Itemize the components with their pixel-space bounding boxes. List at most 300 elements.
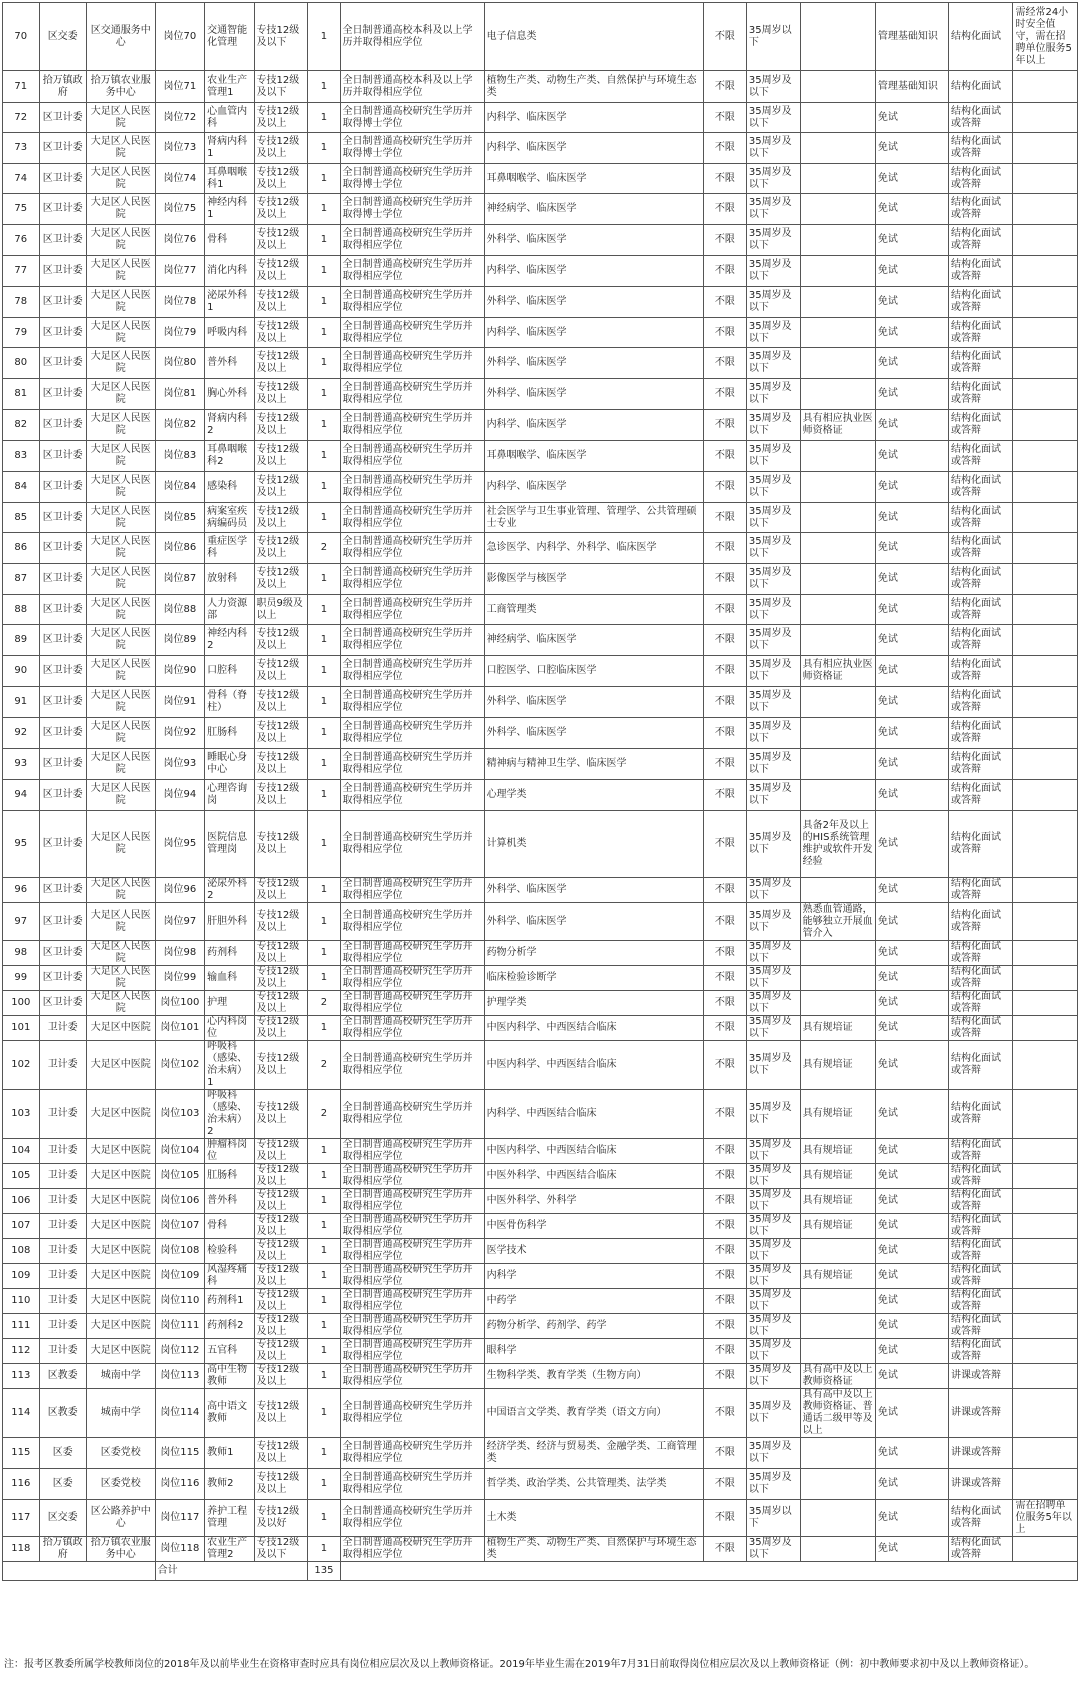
cell-written-exam: 免试 — [875, 379, 948, 410]
cell-unit: 大足区中医院 — [86, 1016, 155, 1041]
table-row — [3, 878, 1078, 903]
cell-post-name: 药剂科 — [205, 941, 254, 966]
cell-dept: 区卫计委 — [39, 503, 86, 533]
cell-remark — [1013, 656, 1078, 687]
cell-post-name: 教师1 — [205, 1438, 254, 1469]
cell-other-req — [800, 225, 875, 256]
cell-education: 全日制普通高校研究生学历并取得相应学位 — [340, 966, 484, 991]
cell-post-name: 泌尿外科1 — [205, 287, 254, 318]
cell-post-code: 岗位73 — [155, 133, 204, 164]
cell-other-req — [800, 287, 875, 318]
cell-unit: 拾万镇农业服务中心 — [86, 71, 155, 103]
table-row — [3, 318, 1078, 348]
cell-post-level: 专技12级及以上 — [254, 1090, 308, 1139]
cell-age: 35周岁及以下 — [746, 1239, 800, 1264]
cell-gender: 不限 — [703, 1438, 746, 1469]
cell-interview: 结构化面试或答辩 — [948, 441, 1013, 472]
cell-seq: 107 — [3, 1214, 40, 1239]
cell-unit: 大足区人民医院 — [86, 966, 155, 991]
cell-seq: 80 — [3, 348, 40, 379]
cell-unit: 大足区人民医院 — [86, 811, 155, 878]
total-label: 合计 — [155, 1562, 308, 1581]
cell-major: 植物生产类、动物生产类、自然保护与环境生态类 — [484, 1537, 703, 1562]
cell-interview: 结构化面试 — [948, 71, 1013, 103]
cell-dept: 区卫计委 — [39, 533, 86, 564]
cell-written-exam: 免试 — [875, 1239, 948, 1264]
cell-post-name: 胸心外科 — [205, 379, 254, 410]
cell-major: 土木类 — [484, 1500, 703, 1537]
cell-count: 1 — [308, 941, 340, 966]
cell-unit: 大足区人民医院 — [86, 133, 155, 164]
cell-seq: 109 — [3, 1264, 40, 1289]
cell-gender: 不限 — [703, 133, 746, 164]
cell-written-exam: 免试 — [875, 287, 948, 318]
cell-unit: 大足区人民医院 — [86, 472, 155, 503]
cell-post-code: 岗位92 — [155, 718, 204, 749]
cell-count: 1 — [308, 1364, 340, 1389]
table-row — [3, 1264, 1078, 1289]
cell-education: 全日制普通高校本科及以上学历并取得相应学位 — [340, 71, 484, 103]
cell-gender: 不限 — [703, 941, 746, 966]
cell-post-level: 专技12级及以上 — [254, 103, 308, 133]
cell-unit: 大足区人民医院 — [86, 441, 155, 472]
cell-major: 临床检验诊断学 — [484, 966, 703, 991]
cell-other-req — [800, 472, 875, 503]
cell-education: 全日制普通高校研究生学历并取得相应学位 — [340, 256, 484, 287]
cell-dept: 区卫计委 — [39, 687, 86, 718]
table-row — [3, 194, 1078, 225]
cell-major: 外科学、临床医学 — [484, 718, 703, 749]
cell-post-name: 肝胆外科 — [205, 903, 254, 941]
cell-dept: 区卫计委 — [39, 718, 86, 749]
cell-major: 内科学、中西医结合临床 — [484, 1090, 703, 1139]
cell-other-req — [800, 503, 875, 533]
cell-unit: 大足区人民医院 — [86, 379, 155, 410]
cell-interview: 结构化面试或答辩 — [948, 1189, 1013, 1214]
table-row — [3, 71, 1078, 103]
cell-remark — [1013, 287, 1078, 318]
cell-gender: 不限 — [703, 1239, 746, 1264]
cell-post-code: 岗位110 — [155, 1289, 204, 1314]
cell-written-exam: 免试 — [875, 1214, 948, 1239]
cell-remark — [1013, 410, 1078, 441]
cell-gender: 不限 — [703, 1164, 746, 1189]
cell-education: 全日制普通高校研究生学历并取得相应学位 — [340, 1164, 484, 1189]
table-row — [3, 1364, 1078, 1389]
cell-major: 中医骨伤科学 — [484, 1214, 703, 1239]
cell-major: 内科学、临床医学 — [484, 318, 703, 348]
cell-post-code: 岗位105 — [155, 1164, 204, 1189]
cell-major: 心理学类 — [484, 780, 703, 811]
cell-education: 全日制普通高校研究生学历并取得相应学位 — [340, 287, 484, 318]
cell-remark — [1013, 256, 1078, 287]
cell-post-name: 药剂科2 — [205, 1314, 254, 1339]
cell-other-req: 具有相应执业医师资格证 — [800, 656, 875, 687]
cell-post-name: 交通智能化管理 — [205, 3, 254, 71]
total-value: 135 — [308, 1562, 340, 1581]
table-row — [3, 1164, 1078, 1189]
cell-remark — [1013, 503, 1078, 533]
cell-major: 外科学、临床医学 — [484, 878, 703, 903]
cell-age: 35周岁及以下 — [746, 1264, 800, 1289]
cell-interview: 结构化面试或答辩 — [948, 318, 1013, 348]
cell-education: 全日制普通高校研究生学历并取得相应学位 — [340, 1264, 484, 1289]
cell-written-exam: 免试 — [875, 1537, 948, 1562]
cell-post-level: 专技12级及以上 — [254, 903, 308, 941]
cell-other-req — [800, 749, 875, 780]
cell-age: 35周岁及以下 — [746, 225, 800, 256]
cell-unit: 大足区中医院 — [86, 1041, 155, 1090]
cell-post-name: 心血管内科 — [205, 103, 254, 133]
cell-count: 1 — [308, 718, 340, 749]
cell-education: 全日制普通高校研究生学历并取得相应学位 — [340, 1239, 484, 1264]
cell-age: 35周岁及以下 — [746, 1389, 800, 1438]
cell-post-level: 专技12级及以上 — [254, 379, 308, 410]
cell-age: 35周岁及以下 — [746, 878, 800, 903]
table-row — [3, 625, 1078, 656]
recruitment-table-wrapper — [2, 2, 1078, 1581]
cell-count: 1 — [308, 749, 340, 780]
cell-post-level: 专技12级及以上 — [254, 991, 308, 1016]
cell-gender: 不限 — [703, 903, 746, 941]
cell-unit: 大足区人民医院 — [86, 903, 155, 941]
cell-unit: 大足区人民医院 — [86, 287, 155, 318]
cell-post-code: 岗位113 — [155, 1364, 204, 1389]
cell-post-code: 岗位74 — [155, 164, 204, 194]
cell-post-name: 医院信息管理岗 — [205, 811, 254, 878]
cell-post-code: 岗位97 — [155, 903, 204, 941]
table-row — [3, 1041, 1078, 1090]
cell-gender: 不限 — [703, 811, 746, 878]
cell-dept: 区卫计委 — [39, 256, 86, 287]
cell-gender: 不限 — [703, 1364, 746, 1389]
cell-interview: 结构化面试或答辩 — [948, 780, 1013, 811]
cell-other-req — [800, 71, 875, 103]
cell-interview: 讲课或答辩 — [948, 1389, 1013, 1438]
cell-post-code: 岗位107 — [155, 1214, 204, 1239]
cell-gender: 不限 — [703, 379, 746, 410]
cell-post-level: 专技12级及以下 — [254, 3, 308, 71]
cell-gender: 不限 — [703, 780, 746, 811]
cell-major: 电子信息类 — [484, 3, 703, 71]
cell-unit: 区委党校 — [86, 1469, 155, 1500]
cell-post-code: 岗位83 — [155, 441, 204, 472]
cell-remark — [1013, 194, 1078, 225]
cell-age: 35周岁及以下 — [746, 903, 800, 941]
cell-interview: 结构化面试或答辩 — [948, 1041, 1013, 1090]
cell-age: 35周岁及以下 — [746, 103, 800, 133]
cell-post-name: 睡眠心身中心 — [205, 749, 254, 780]
cell-major: 外科学、临床医学 — [484, 348, 703, 379]
cell-age: 35周岁及以下 — [746, 1537, 800, 1562]
cell-count: 1 — [308, 564, 340, 595]
cell-seq: 115 — [3, 1438, 40, 1469]
cell-gender: 不限 — [703, 1090, 746, 1139]
cell-post-code: 岗位86 — [155, 533, 204, 564]
cell-seq: 117 — [3, 1500, 40, 1537]
cell-seq: 116 — [3, 1469, 40, 1500]
cell-count: 1 — [308, 256, 340, 287]
cell-remark — [1013, 687, 1078, 718]
cell-education: 全日制普通高校研究生学历并取得相应学位 — [340, 749, 484, 780]
cell-post-code: 岗位78 — [155, 287, 204, 318]
cell-education: 全日制普通高校研究生学历并取得相应学位 — [340, 379, 484, 410]
cell-written-exam: 免试 — [875, 1469, 948, 1500]
cell-seq: 77 — [3, 256, 40, 287]
cell-education: 全日制普通高校研究生学历并取得相应学位 — [340, 1314, 484, 1339]
cell-post-name: 呼吸科（感染、治未病）2 — [205, 1090, 254, 1139]
cell-seq: 104 — [3, 1139, 40, 1164]
cell-post-level: 专技12级及以上 — [254, 749, 308, 780]
cell-post-level: 专技12级及以上 — [254, 1139, 308, 1164]
cell-age: 35周岁及以下 — [746, 348, 800, 379]
cell-post-code: 岗位77 — [155, 256, 204, 287]
cell-seq: 93 — [3, 749, 40, 780]
cell-major: 工商管理类 — [484, 595, 703, 625]
table-row — [3, 656, 1078, 687]
cell-written-exam: 免试 — [875, 164, 948, 194]
cell-written-exam: 免试 — [875, 503, 948, 533]
cell-other-req: 熟悉血管通路，能够独立开展血管介入 — [800, 903, 875, 941]
cell-interview: 结构化面试或答辩 — [948, 503, 1013, 533]
cell-post-name: 消化内科 — [205, 256, 254, 287]
table-row — [3, 749, 1078, 780]
cell-dept: 区卫计委 — [39, 811, 86, 878]
cell-dept: 区卫计委 — [39, 164, 86, 194]
cell-interview: 结构化面试或答辩 — [948, 941, 1013, 966]
cell-other-req — [800, 256, 875, 287]
cell-gender: 不限 — [703, 1469, 746, 1500]
cell-gender: 不限 — [703, 3, 746, 71]
cell-interview: 结构化面试或答辩 — [948, 878, 1013, 903]
cell-seq: 99 — [3, 966, 40, 991]
cell-remark — [1013, 379, 1078, 410]
cell-written-exam: 免试 — [875, 966, 948, 991]
cell-seq: 89 — [3, 625, 40, 656]
cell-post-code: 岗位118 — [155, 1537, 204, 1562]
cell-count: 1 — [308, 410, 340, 441]
cell-remark — [1013, 966, 1078, 991]
cell-age: 35周岁及以下 — [746, 194, 800, 225]
cell-post-name: 感染科 — [205, 472, 254, 503]
cell-gender: 不限 — [703, 1264, 746, 1289]
table-row — [3, 1469, 1078, 1500]
cell-other-req — [800, 564, 875, 595]
cell-major: 经济学类、经济与贸易类、金融学类、工商管理类 — [484, 1438, 703, 1469]
cell-dept: 卫计委 — [39, 1264, 86, 1289]
table-row — [3, 564, 1078, 595]
cell-age: 35周岁及以下 — [746, 1339, 800, 1364]
cell-unit: 大足区中医院 — [86, 1214, 155, 1239]
cell-interview: 结构化面试或答辩 — [948, 287, 1013, 318]
cell-major: 内科学、临床医学 — [484, 133, 703, 164]
cell-dept: 区卫计委 — [39, 348, 86, 379]
cell-post-code: 岗位94 — [155, 780, 204, 811]
cell-gender: 不限 — [703, 1016, 746, 1041]
cell-gender: 不限 — [703, 256, 746, 287]
cell-major: 外科学、临床医学 — [484, 287, 703, 318]
cell-post-code: 岗位88 — [155, 595, 204, 625]
cell-post-name: 护理 — [205, 991, 254, 1016]
cell-other-req — [800, 1500, 875, 1537]
cell-gender: 不限 — [703, 1314, 746, 1339]
cell-post-name: 高中生物教师 — [205, 1364, 254, 1389]
cell-interview: 结构化面试或答辩 — [948, 1139, 1013, 1164]
cell-dept: 区教委 — [39, 1389, 86, 1438]
cell-dept: 区卫计委 — [39, 878, 86, 903]
cell-unit: 大足区人民医院 — [86, 656, 155, 687]
cell-seq: 102 — [3, 1041, 40, 1090]
cell-dept: 卫计委 — [39, 1214, 86, 1239]
cell-count: 1 — [308, 1139, 340, 1164]
cell-post-name: 人力资源部 — [205, 595, 254, 625]
cell-gender: 不限 — [703, 625, 746, 656]
table-row — [3, 3, 1078, 71]
cell-post-name: 呼吸内科 — [205, 318, 254, 348]
table-row — [3, 1214, 1078, 1239]
cell-written-exam: 免试 — [875, 410, 948, 441]
cell-other-req — [800, 1289, 875, 1314]
cell-post-code: 岗位101 — [155, 1016, 204, 1041]
cell-seq: 100 — [3, 991, 40, 1016]
cell-remark — [1013, 1164, 1078, 1189]
cell-seq: 108 — [3, 1239, 40, 1264]
cell-seq: 92 — [3, 718, 40, 749]
cell-remark — [1013, 1469, 1078, 1500]
cell-post-level: 专技12级及以上 — [254, 164, 308, 194]
cell-count: 1 — [308, 379, 340, 410]
cell-count: 1 — [308, 441, 340, 472]
cell-written-exam: 管理基础知识 — [875, 3, 948, 71]
cell-post-name: 肿瘤科岗位 — [205, 1139, 254, 1164]
cell-dept: 区卫计委 — [39, 780, 86, 811]
cell-remark — [1013, 103, 1078, 133]
cell-remark — [1013, 1339, 1078, 1364]
cell-major: 中医内科学、中西医结合临床 — [484, 1016, 703, 1041]
cell-post-code: 岗位79 — [155, 318, 204, 348]
cell-remark — [1013, 1264, 1078, 1289]
cell-written-exam: 免试 — [875, 625, 948, 656]
cell-remark — [1013, 941, 1078, 966]
cell-other-req: 具有规培证 — [800, 1041, 875, 1090]
cell-major: 生物科学类、教育学类（生物方向） — [484, 1364, 703, 1389]
cell-unit: 大足区人民医院 — [86, 533, 155, 564]
cell-remark — [1013, 472, 1078, 503]
cell-dept: 拾万镇政府 — [39, 1537, 86, 1562]
cell-seq: 88 — [3, 595, 40, 625]
cell-dept: 卫计委 — [39, 1090, 86, 1139]
cell-remark — [1013, 164, 1078, 194]
cell-age: 35周岁及以下 — [746, 656, 800, 687]
cell-count: 1 — [308, 503, 340, 533]
cell-remark: 需经常24小时安全值守，需在招聘单位服务5年以上 — [1013, 3, 1078, 71]
cell-interview: 结构化面试或答辩 — [948, 749, 1013, 780]
cell-interview: 结构化面试或答辩 — [948, 472, 1013, 503]
cell-post-name: 骨科（脊柱） — [205, 687, 254, 718]
cell-age: 35周岁及以下 — [746, 595, 800, 625]
cell-unit: 大足区中医院 — [86, 1289, 155, 1314]
cell-written-exam: 免试 — [875, 1500, 948, 1537]
cell-interview: 结构化面试或答辩 — [948, 811, 1013, 878]
cell-post-code: 岗位95 — [155, 811, 204, 878]
cell-education: 全日制普通高校研究生学历并取得博士学位 — [340, 194, 484, 225]
cell-major: 中国语言文学类、教育学类（语文方向） — [484, 1389, 703, 1438]
cell-written-exam: 免试 — [875, 256, 948, 287]
cell-post-level: 专技12级及以上 — [254, 966, 308, 991]
cell-major: 口腔医学、口腔临床医学 — [484, 656, 703, 687]
cell-post-level: 专技12级及以上 — [254, 318, 308, 348]
total-row — [3, 1562, 1078, 1581]
cell-education: 全日制普通高校研究生学历并取得相应学位 — [340, 348, 484, 379]
cell-dept: 区卫计委 — [39, 472, 86, 503]
cell-education: 全日制普通高校研究生学历并取得相应学位 — [340, 780, 484, 811]
cell-count: 2 — [308, 533, 340, 564]
cell-post-name: 呼吸科（感染、治未病）1 — [205, 1041, 254, 1090]
cell-count: 1 — [308, 625, 340, 656]
cell-count: 1 — [308, 3, 340, 71]
cell-other-req — [800, 1469, 875, 1500]
cell-post-name: 农业生产管理1 — [205, 71, 254, 103]
cell-remark — [1013, 1090, 1078, 1139]
table-row — [3, 1189, 1078, 1214]
cell-post-code: 岗位100 — [155, 991, 204, 1016]
cell-count: 1 — [308, 133, 340, 164]
table-row — [3, 1314, 1078, 1339]
cell-age: 35周岁及以下 — [746, 564, 800, 595]
cell-written-exam: 免试 — [875, 1389, 948, 1438]
cell-age: 35周岁及以下 — [746, 287, 800, 318]
table-row — [3, 1139, 1078, 1164]
cell-other-req: 具备2年及以上的HIS系统管理维护或软件开发经验 — [800, 811, 875, 878]
cell-gender: 不限 — [703, 1214, 746, 1239]
cell-major: 外科学、临床医学 — [484, 379, 703, 410]
cell-major: 哲学类、政治学类、公共管理类、法学类 — [484, 1469, 703, 1500]
cell-post-code: 岗位80 — [155, 348, 204, 379]
table-row — [3, 1289, 1078, 1314]
cell-education: 全日制普通高校研究生学历并取得相应学位 — [340, 1041, 484, 1090]
cell-post-name: 病案室疾病编码员 — [205, 503, 254, 533]
cell-unit: 大足区人民医院 — [86, 225, 155, 256]
cell-major: 急诊医学、内科学、外科学、临床医学 — [484, 533, 703, 564]
cell-post-level: 专技12级及以上 — [254, 410, 308, 441]
cell-major: 药物分析学、药剂学、药学 — [484, 1314, 703, 1339]
cell-interview: 结构化面试或答辩 — [948, 194, 1013, 225]
cell-post-name: 教师2 — [205, 1469, 254, 1500]
cell-post-name: 心理咨询岗 — [205, 780, 254, 811]
cell-post-level: 专技12级及以上 — [254, 687, 308, 718]
cell-other-req: 具有规培证 — [800, 1189, 875, 1214]
cell-other-req — [800, 133, 875, 164]
cell-remark — [1013, 225, 1078, 256]
cell-dept: 拾万镇政府 — [39, 71, 86, 103]
table-row — [3, 1438, 1078, 1469]
cell-age: 35周岁及以下 — [746, 991, 800, 1016]
cell-age: 35周岁及以下 — [746, 133, 800, 164]
cell-interview: 结构化面试或答辩 — [948, 164, 1013, 194]
cell-interview: 结构化面试或答辩 — [948, 1264, 1013, 1289]
cell-age: 35周岁及以下 — [746, 1164, 800, 1189]
cell-written-exam: 免试 — [875, 656, 948, 687]
cell-remark — [1013, 780, 1078, 811]
cell-interview: 结构化面试或答辩 — [948, 133, 1013, 164]
cell-dept: 区委 — [39, 1438, 86, 1469]
cell-seq: 97 — [3, 903, 40, 941]
table-row — [3, 966, 1078, 991]
cell-post-name: 风湿疼痛科 — [205, 1264, 254, 1289]
cell-other-req — [800, 318, 875, 348]
cell-post-level: 专技12级及以下 — [254, 71, 308, 103]
cell-age: 35周岁及以下 — [746, 749, 800, 780]
